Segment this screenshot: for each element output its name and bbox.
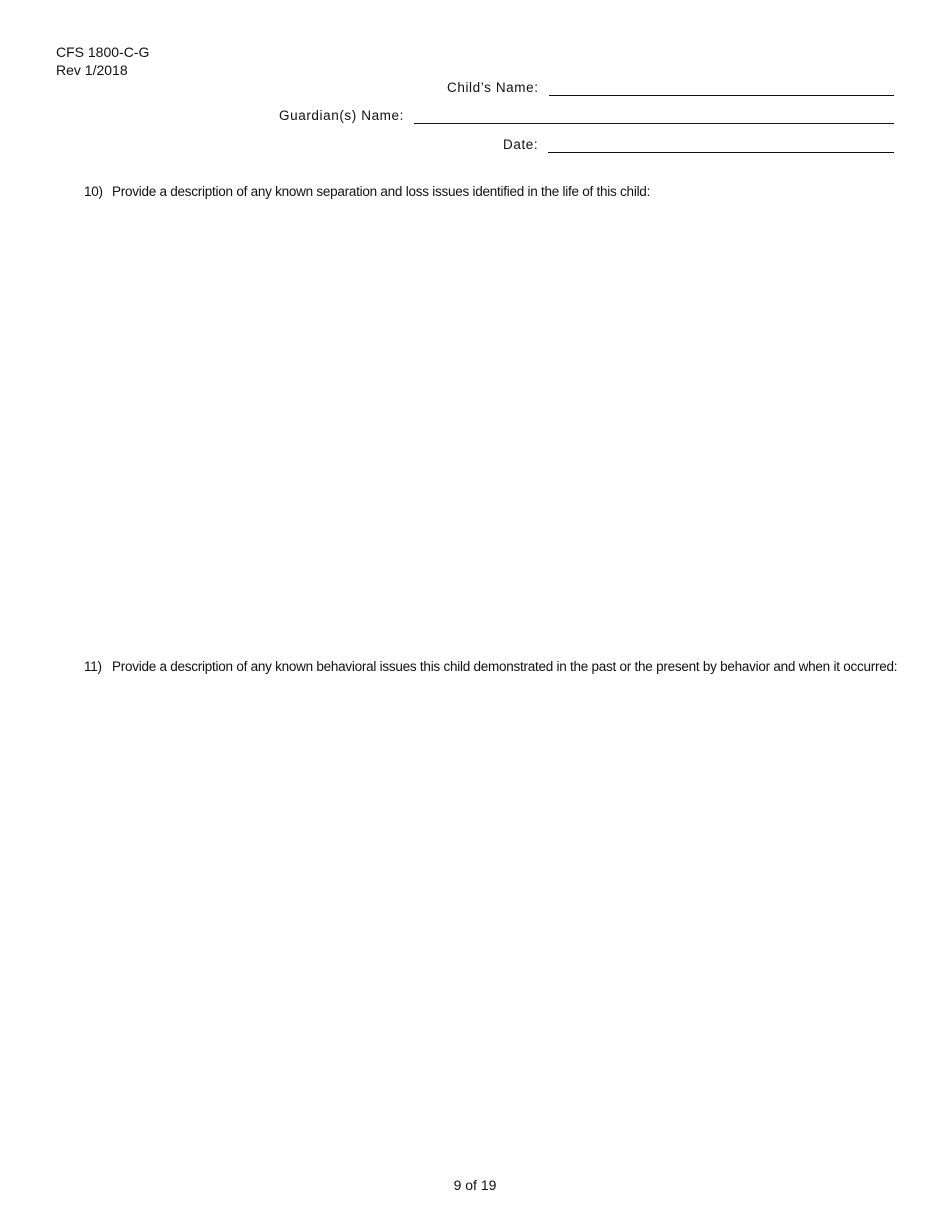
child-name-row [447, 80, 894, 96]
date-label: Date: [503, 137, 539, 152]
guardian-name-row [279, 108, 894, 124]
child-name-label: Child’s Name: [447, 80, 539, 95]
answer-area-10[interactable] [112, 205, 892, 645]
date-field[interactable] [548, 138, 894, 153]
guardian-name-label: Guardian(s) Name: [279, 108, 404, 123]
page-indicator: 9 of 19 [453, 1177, 497, 1193]
question-number: 11) [84, 659, 102, 674]
date-row [503, 137, 894, 153]
question-text: Provide a description of any known separation and loss issues identified in the life of this child: [112, 184, 651, 199]
question-11 [84, 657, 899, 676]
form-identifier [56, 43, 149, 79]
question-10 [84, 182, 899, 201]
answer-area-11[interactable] [112, 700, 892, 1160]
form-number: CFS 1800-C-G [56, 44, 150, 60]
question-number: 10) [84, 184, 103, 199]
form-revision: Rev 1/2018 [56, 62, 128, 78]
child-name-field[interactable] [549, 81, 894, 96]
guardian-name-field[interactable] [414, 109, 894, 124]
question-text: Provide a description of any known behavioral issues this child demonstrated in the past or the present by behavior and when it occurred: [112, 659, 898, 674]
